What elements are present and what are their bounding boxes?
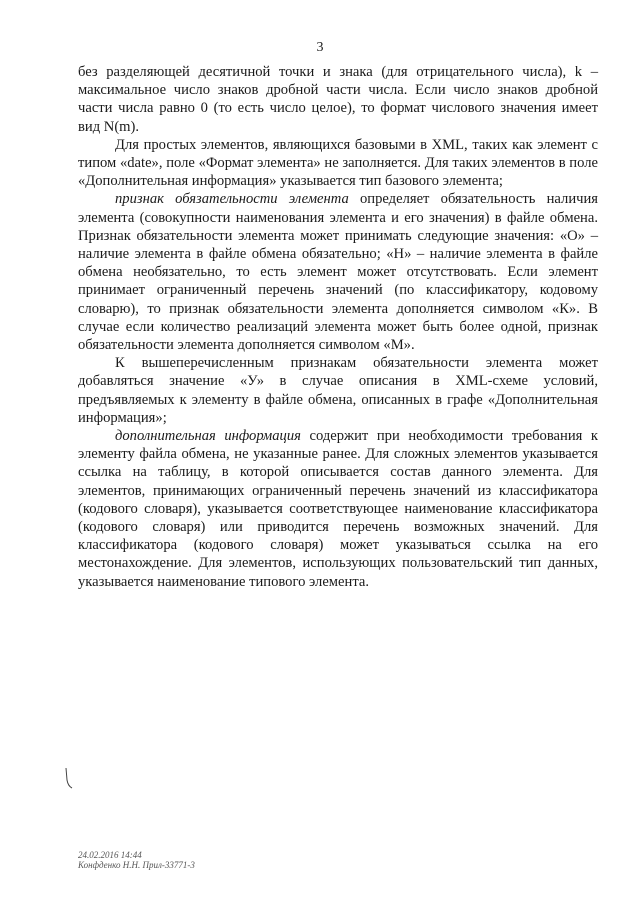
paragraph-4: К вышеперечисленным признакам обязательности элемента может добавляться значение «У» в случае описания в XML-схеме условий, предъявляемых к элементу в файле обмена, описанных в графе «Дополнительная информация»; <box>78 355 598 426</box>
pen-mark <box>64 766 74 790</box>
paragraph-1: без разделяющей десятичной точки и знака (для отрицательного числа), k – максимальное число знаков дробной части числа. Если число знаков дробной части числа равно 0 (то есть число целое), то формат числового значения имеет вид N(m). <box>78 64 598 135</box>
paragraph-5: дополнительная информация содержит при необходимости требования к элементу файла обмена, не указанные ранее. Для сложных элементов указывается ссылка на таблицу, в которой описывается состав данного элемента. Для элементов, принимающих ограниченный перечень значений из классификатора (кодового словаря), указывается соответствующее наименование классификатора (кодового словаря) или приводится перечень возможных значений. Для классификатора (кодового словаря) может указываться ссылка на его местонахождение. Для элементов, использующих пользовательский тип данных, указывается наименование типового элемента. <box>78 428 599 590</box>
paragraph-2: Для простых элементов, являющихся базовыми в XML, таких как элемент с типом «date», поле «Формат элемента» не заполняется. Для таких элементов в поле «Дополнительная информация» указывается тип базового элемента; <box>78 136 598 190</box>
paragraph-3: признак обязательности элемента определяет обязательность наличия элемента (совокупности наименования элемента и его значения) в файле обмена. Признак обязательности элемента может принимать следующие значения: «О» – наличие элемента в файле обмена обязательно; «Н» – наличие элемента в файле обмена необязательно, то есть элемент может отсутствовать. Если элемент принимает ограниченный перечень значений (по классификатору, кодовому словарю), то признак обязательности элемента дополняется символом «К». В случае если количество реализаций элемента может быть более одной, признак обязательности элемента дополняется символом «М». <box>78 191 598 354</box>
footer-reference: Конфденко Н.Н. Прил-33771-3 <box>78 860 195 870</box>
footer-stamp <box>78 850 195 870</box>
term-mandatory-flag: признак обязательности элемента <box>115 191 349 208</box>
footer-timestamp: 24.02.2016 14:44 <box>78 850 142 860</box>
page-number: 3 <box>316 40 324 55</box>
document-body <box>78 63 598 591</box>
term-additional-info: дополнительная информация <box>115 428 301 445</box>
